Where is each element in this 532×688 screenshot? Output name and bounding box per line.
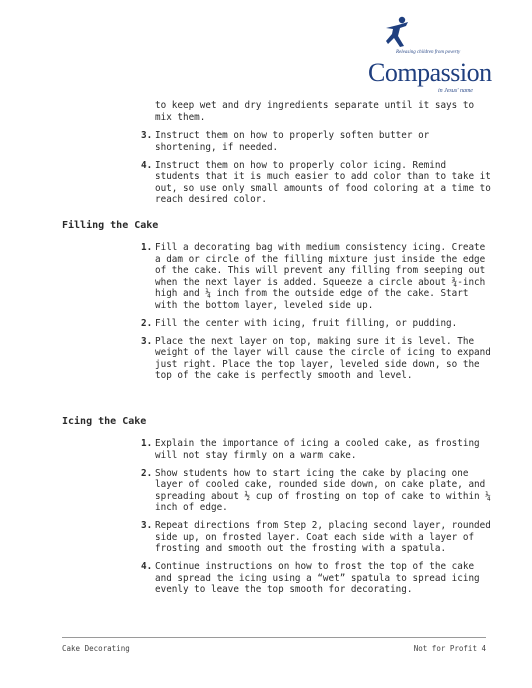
icing-steps-list: [141, 438, 491, 602]
list-item: [141, 520, 491, 555]
item-text: Continue instructions on how to frost the top of the cake and spread the icing using a “wet” spatula to spread icing evenly to leave the top smooth for decorating.: [155, 561, 480, 595]
intro-list: [141, 130, 491, 212]
list-item: [141, 130, 491, 153]
list-item: [141, 242, 491, 311]
list-item: [141, 336, 491, 382]
item-text: Show students how to start icing the cake by placing one layer of cooled cake, rounded side down, on cake plate, and spreading about ½ cup of frosting on top of cake to within ¼ inch of edge.: [155, 467, 491, 513]
item-number: 1.: [141, 438, 153, 449]
item-text: Place the next layer on top, making sure it is level. The weight of the layer will cause the circle of icing to expand just right. Place the top layer, leveled side down, so the top of the cake is perfectly smooth and level.: [155, 335, 491, 381]
item-text: Instruct them on how to properly soften butter or shortening, if needed.: [155, 130, 430, 153]
item-number: 3.: [141, 520, 153, 531]
compassion-logo: [368, 16, 492, 96]
list-item: [141, 160, 491, 206]
continued-text: to keep wet and dry ingredients separate until it says to mix them.: [155, 100, 475, 123]
item-number: 4.: [141, 159, 153, 171]
list-item: [141, 438, 491, 461]
item-number: 3.: [141, 335, 153, 347]
footer-divider: [62, 637, 486, 638]
item-text: Explain the importance of icing a cooled cake, as frosting will not stay firmly on a warm cake.: [155, 438, 480, 461]
item-text: Repeat directions from Step 2, placing second layer, rounded side up, on frosted layer. Coat each side with a layer of frosting and smooth out the frosting with a spatula.: [155, 520, 491, 554]
item-number: 4.: [141, 561, 153, 572]
list-item: [141, 468, 491, 514]
logo-tagline: Releasing children from poverty: [396, 50, 461, 55]
section-heading-icing: Icing the Cake: [62, 416, 147, 427]
item-text: Fill the center with icing, fruit filling, or pudding.: [155, 317, 458, 329]
section-heading-filling: Filling the Cake: [62, 220, 159, 231]
logo-wordmark: Compassion: [368, 58, 492, 87]
item-number: 2.: [141, 317, 153, 329]
item-number: 2.: [141, 467, 153, 479]
item-text: Fill a decorating bag with medium consistency icing. Create a dam or circle of the filling mixture just inside the edge of the cake. This will prevent any filling from seeping out when the next layer is added. Squeeze a circle about ¾-inch high and ¼ inch from the outside edge of the cake. Start with the bottom layer, leveled side up.: [155, 242, 486, 311]
item-number: 1.: [141, 242, 153, 253]
footer-document-title: Cake Decorating: [62, 644, 130, 653]
item-number: 3.: [141, 130, 153, 141]
footer-page-label: Not for Profit 4: [413, 644, 486, 653]
list-item: [141, 318, 491, 330]
item-text: Instruct them on how to properly color icing. Remind students that it is much easier to add color than to take it out, so use only small amounts of food coloring at a time to reach desired color.: [155, 159, 491, 205]
list-item: [141, 561, 491, 596]
logo-subtitle: in Jesus' name: [438, 88, 473, 94]
leaping-figure-icon: [382, 16, 412, 50]
filling-steps-list: [141, 242, 491, 388]
